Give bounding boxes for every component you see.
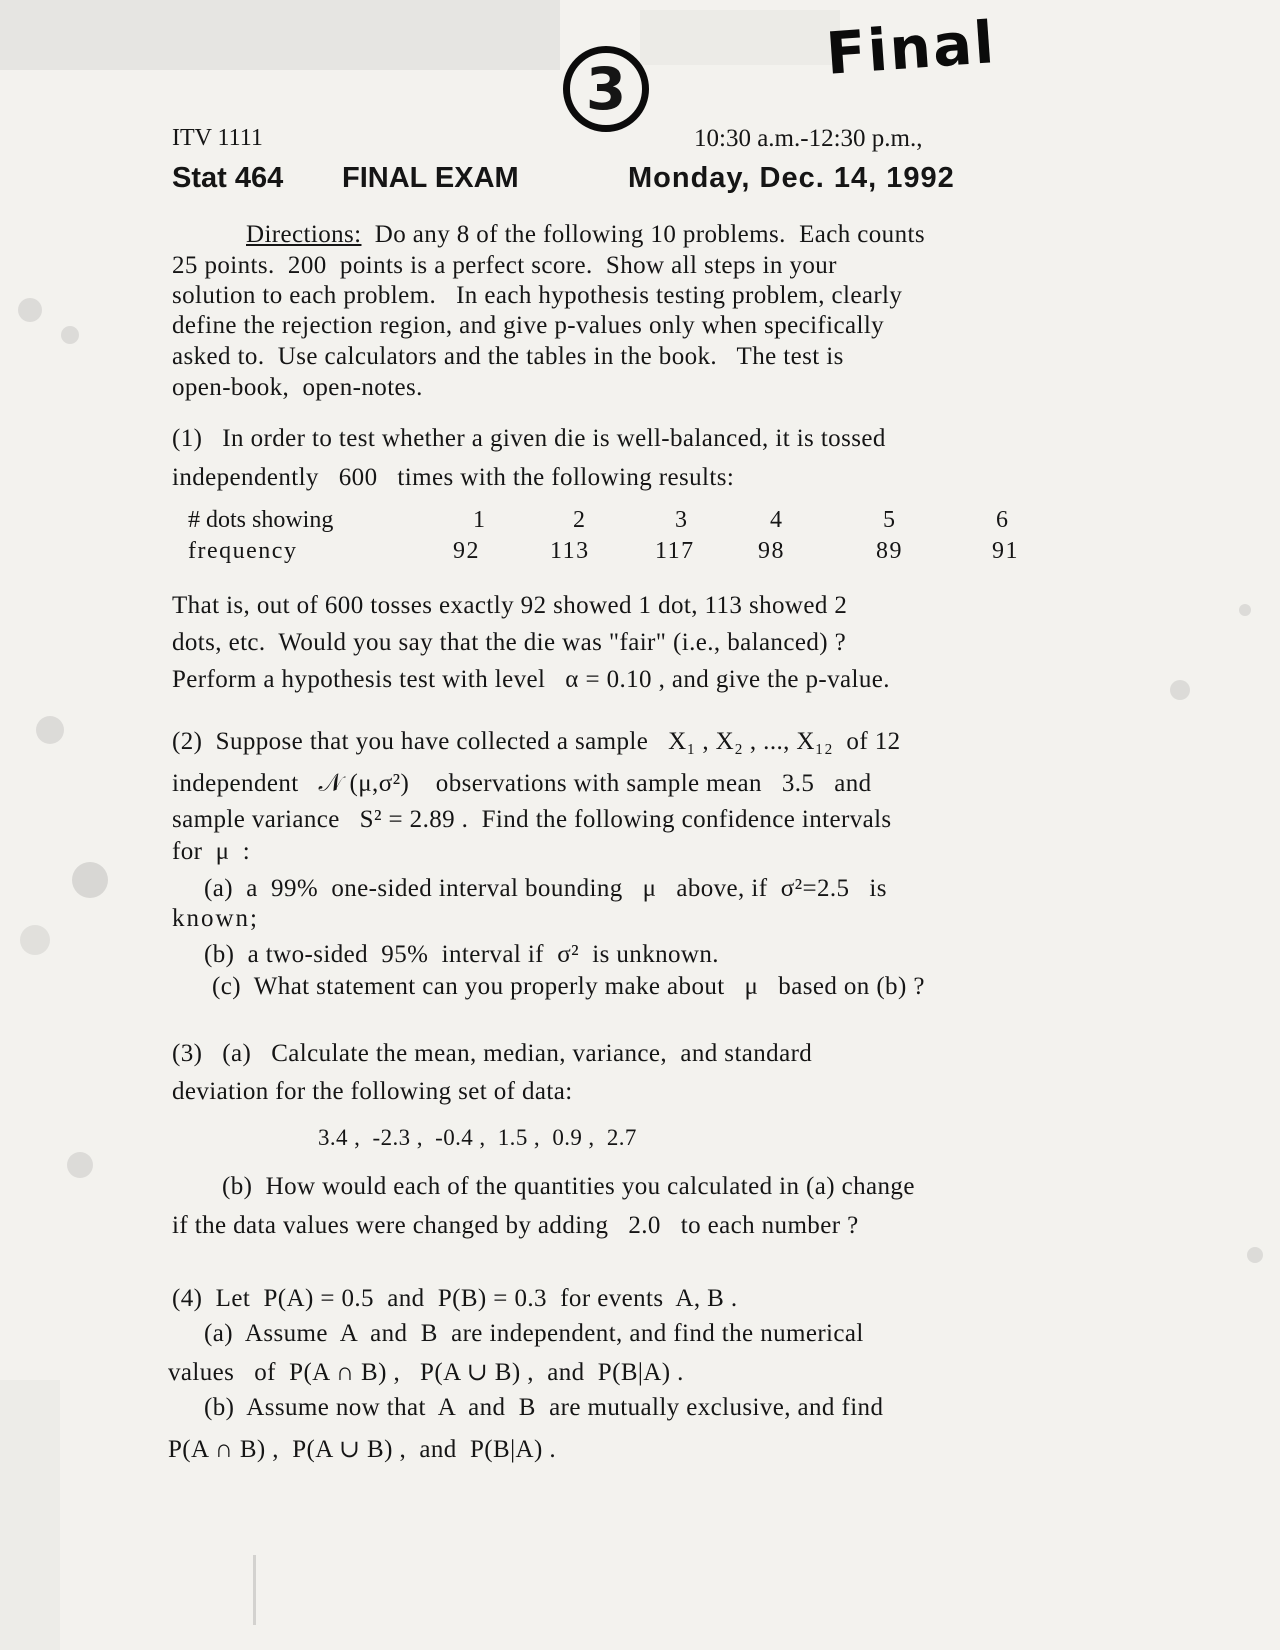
problem4-part-a-1: (a) Assume A and B are independent, and find the numerical <box>204 1320 864 1347</box>
problem4-part-a-2: values of P(A ∩ B) , P(A ∪ B) , and P(B|A) . <box>168 1359 684 1386</box>
problem2-part-a: (a) a 99% one-sided interval bounding μ above, if σ²=2.5 is <box>204 875 887 902</box>
table-cell-5: 89 <box>876 538 903 564</box>
circled-number-text: 3 <box>585 55 627 123</box>
problem2-line-1: (2) Suppose that you have collected a sample X₁ , X₂ , ..., X₁₂ of 12 <box>172 728 901 755</box>
table-cell-1: 92 <box>453 538 480 564</box>
exam-time: 10:30 a.m.-12:30 p.m., <box>694 125 923 152</box>
problem1-after-3: Perform a hypothesis test with level α = 0.10 , and give the p-value. <box>172 666 890 693</box>
directions-label: Directions: <box>246 221 362 248</box>
table-header-1: 1 <box>473 507 485 533</box>
problem1-line-1: (1) In order to test whether a given die is well-balanced, it is tossed <box>172 425 886 452</box>
problem4-part-b-1: (b) Assume now that A and B are mutually exclusive, and find <box>204 1394 884 1421</box>
directions-line-3: solution to each problem. In each hypothesis testing problem, clearly <box>172 282 903 309</box>
problem4-line-1: (4) Let P(A) = 0.5 and P(B) = 0.3 for events A, B . <box>172 1285 738 1312</box>
problem2-line-3: sample variance S² = 2.89 . Find the following confidence intervals <box>172 806 892 833</box>
problem1-after-1: That is, out of 600 tosses exactly 92 showed 1 dot, 113 showed 2 <box>172 592 848 619</box>
problem2-part-b: (b) a two-sided 95% interval if σ² is unknown. <box>204 941 719 968</box>
final-handwritten-label: Final <box>823 8 998 88</box>
table-header-6: 6 <box>996 507 1008 533</box>
table-cell-3: 117 <box>655 538 695 564</box>
table-cell-4: 98 <box>758 538 785 564</box>
exam-date: Monday, Dec. 14, 1992 <box>628 162 955 194</box>
directions-line-1: Do any 8 of the following 10 problems. Each counts <box>374 221 925 248</box>
problem2-line-2: independent 𝒩 (μ,σ²) observations with sample mean 3.5 and <box>172 770 872 797</box>
table-header-label: # dots showing <box>188 507 334 533</box>
table-cell-6: 91 <box>992 538 1019 564</box>
course-code: ITV 1111 <box>172 125 263 151</box>
problem3-part-b-1: (b) How would each of the quantities you calculated in (a) change <box>222 1173 915 1200</box>
problem3-data: 3.4 , -2.3 , -0.4 , 1.5 , 0.9 , 2.7 <box>318 1125 637 1150</box>
directions-line-6: open-book, open-notes. <box>172 374 423 401</box>
table-row-label: frequency <box>188 538 298 564</box>
problem1-line-2: independently 600 times with the following results: <box>172 464 735 491</box>
problem3-line-2: deviation for the following set of data: <box>172 1078 573 1105</box>
directions-line-2: 25 points. 200 points is a perfect score. Show all steps in your <box>172 252 837 279</box>
table-cell-2: 113 <box>550 538 590 564</box>
table-header-5: 5 <box>883 507 895 533</box>
problem4-part-b-2: P(A ∩ B) , P(A ∪ B) , and P(B|A) . <box>168 1436 556 1463</box>
table-header-3: 3 <box>675 507 687 533</box>
problem2-line-4: for μ : <box>172 838 251 865</box>
directions-line-5: asked to. Use calculators and the tables in the book. The test is <box>172 343 844 370</box>
circled-number <box>563 46 649 132</box>
problem3-line-1: (3) (a) Calculate the mean, median, variance, and standard <box>172 1040 813 1067</box>
exam-title: FINAL EXAM <box>342 162 519 194</box>
directions-line-4: define the rejection region, and give p-values only when specifically <box>172 312 885 339</box>
table-header-4: 4 <box>770 507 782 533</box>
problem3-part-b-2: if the data values were changed by adding 2.0 to each number ? <box>172 1212 859 1239</box>
problem2-part-a-cont: known; <box>172 905 259 932</box>
directions-first-line <box>246 221 925 249</box>
problem1-after-2: dots, etc. Would you say that the die was "fair" (i.e., balanced) ? <box>172 629 847 656</box>
course-name: Stat 464 <box>172 162 284 194</box>
problem2-part-c: (c) What statement can you properly make about μ based on (b) ? <box>212 973 925 1000</box>
table-header-2: 2 <box>573 507 585 533</box>
